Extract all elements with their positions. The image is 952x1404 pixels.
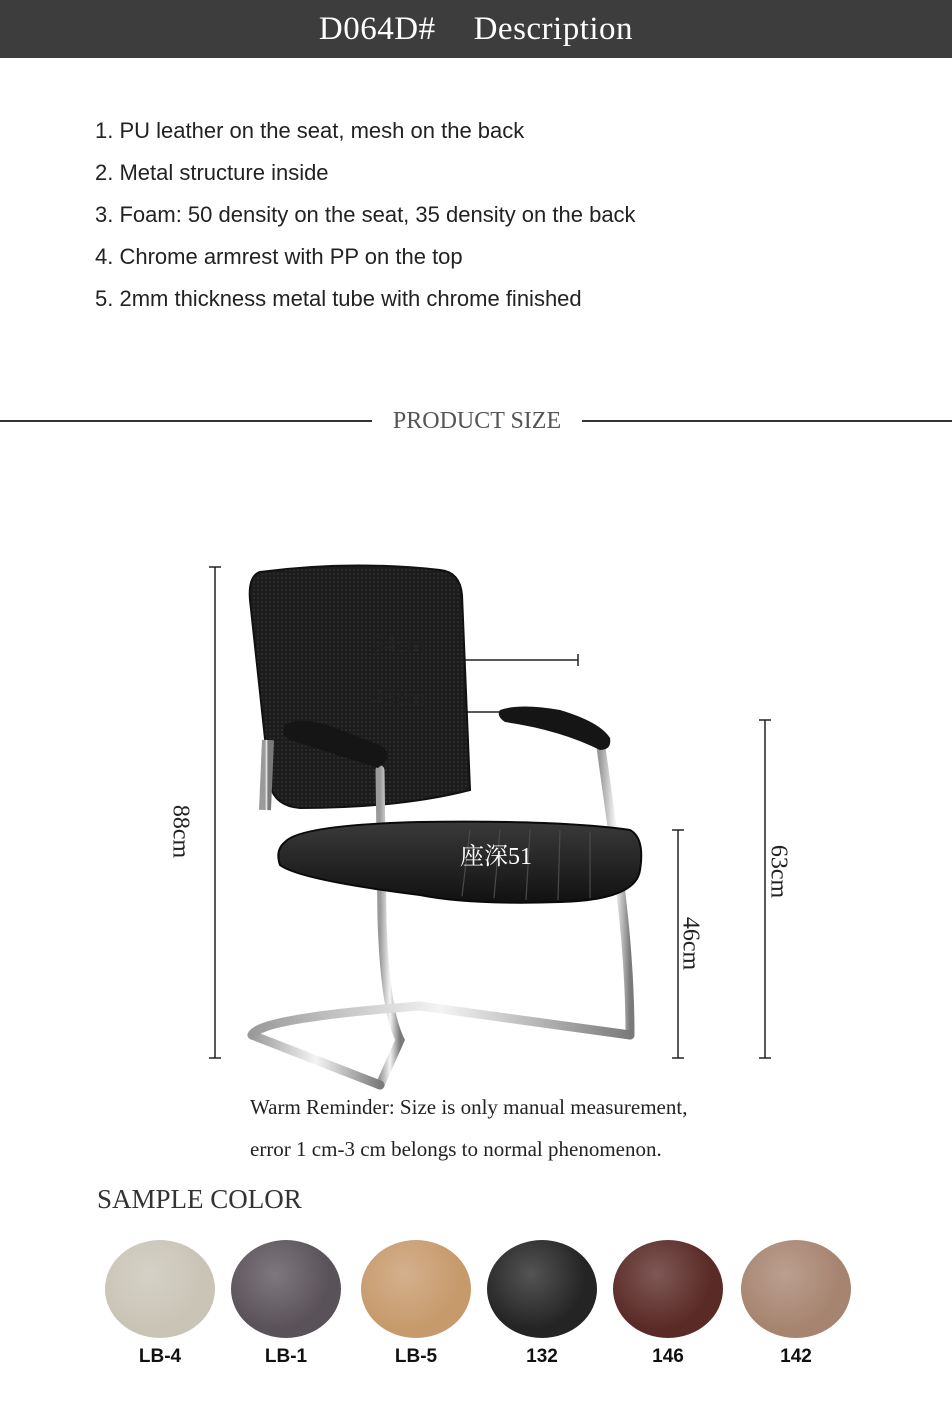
swatch-lb-4[interactable]: [105, 1240, 215, 1368]
swatch-disc: [613, 1240, 723, 1338]
right-armrest: [499, 707, 611, 751]
product-size-title: PRODUCT SIZE: [392, 408, 562, 434]
swatch-lb-1[interactable]: [231, 1240, 341, 1368]
mesh-backrest: [250, 565, 470, 808]
description-item: 3. Foam: 50 density on the seat, 35 density on the back: [95, 202, 636, 227]
description-list: [95, 115, 636, 325]
color-swatches: [100, 1240, 860, 1380]
chair-dimension-figure: [0, 540, 952, 1100]
swatch-label: LB-1: [264, 1346, 308, 1367]
swatch-disc: [487, 1240, 597, 1338]
reminder-line: error 1 cm-3 cm belongs to normal phenomenon.: [250, 1137, 662, 1161]
product-size-divider: [0, 406, 952, 436]
seat-depth-label: 座深51: [460, 844, 532, 870]
divider-line-right: [582, 420, 952, 422]
swatch-disc: [361, 1240, 471, 1338]
divider-line-left: [0, 420, 372, 422]
swatch-label: LB-4: [138, 1346, 182, 1367]
seat-height-label: 46cm: [677, 916, 704, 971]
header-title: Description: [473, 10, 634, 47]
description-item: 5. 2mm thickness metal tube with chrome finished: [95, 286, 582, 311]
model-code: D064D#: [318, 10, 436, 47]
swatch-146[interactable]: [613, 1240, 723, 1368]
chair-illustration: [0, 540, 952, 1100]
swatch-disc: [741, 1240, 851, 1338]
arm-height-label: 63cm: [765, 844, 792, 899]
swatch-disc: [105, 1240, 215, 1338]
sample-color-title: SAMPLE COLOR: [97, 1184, 302, 1214]
swatch-132[interactable]: [487, 1240, 597, 1368]
swatch-142[interactable]: [741, 1240, 851, 1368]
width-inner-label: 45cm: [372, 685, 426, 711]
description-item: 2. Metal structure inside: [95, 160, 329, 185]
page-header: [0, 0, 952, 58]
width-outer-label: 54cm: [372, 632, 426, 658]
swatch-label: 142: [780, 1346, 812, 1367]
swatch-label: 146: [652, 1346, 684, 1367]
back-chrome: [265, 740, 268, 810]
description-item: 4. Chrome armrest with PP on the top: [95, 244, 463, 269]
total-height-label: 88cm: [167, 804, 194, 859]
reminder-line: Warm Reminder: Size is only manual measurement,: [250, 1095, 688, 1119]
swatch-label: 132: [526, 1346, 558, 1367]
swatch-disc: [231, 1240, 341, 1338]
swatch-lb-5[interactable]: [361, 1240, 471, 1368]
swatch-label: LB-5: [394, 1346, 438, 1367]
description-item: 1. PU leather on the seat, mesh on the back: [95, 118, 525, 143]
warm-reminder: [250, 1086, 687, 1170]
